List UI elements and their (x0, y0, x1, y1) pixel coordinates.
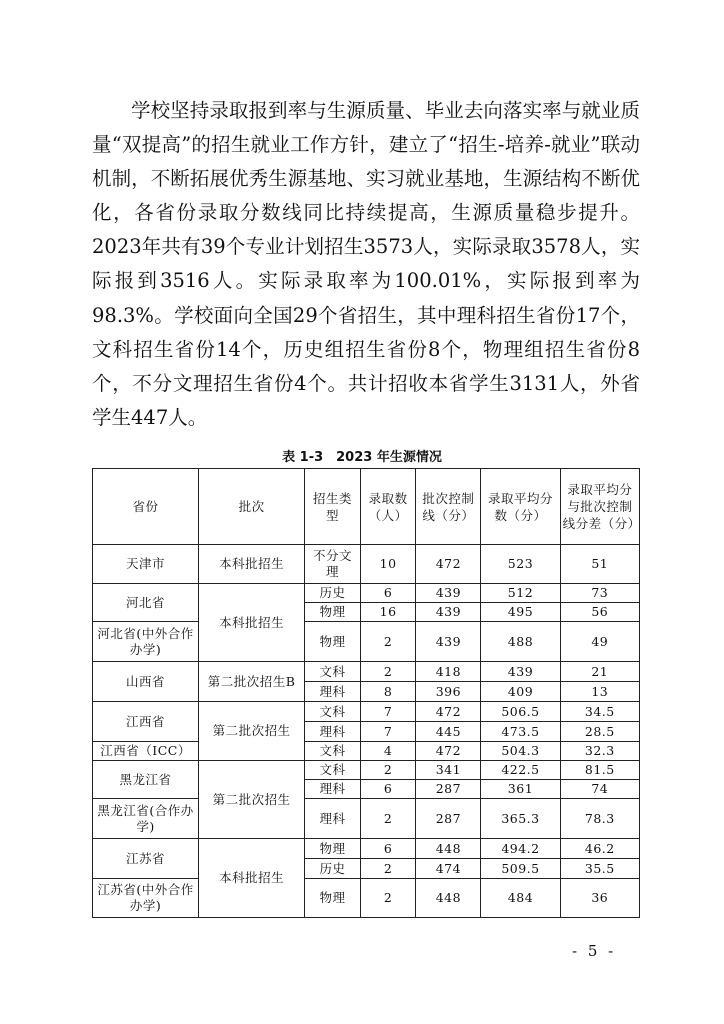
cell-control-line: 448 (416, 879, 481, 918)
header-control-line: 批次控制线（分） (416, 469, 481, 545)
cell-province: 江西省（ICC） (93, 742, 199, 761)
cell-diff: 56 (560, 603, 639, 622)
cell-control-line: 287 (416, 799, 481, 839)
cell-type: 理科 (305, 780, 361, 799)
cell-type: 理科 (305, 799, 361, 839)
table-row (93, 545, 640, 584)
intro-paragraph: 学校坚持录取报到率与生源质量、毕业去向落实率与就业质量“双提高”的招生就业工作方针，建立了“招生-培养-就业”联动机制，不断拓展优秀生源基地、实习就业基地，生源结构不断优化，各省份录取分数线同比持续提高，生源质量稳步提升。2023年共有39个专业计划招生3573人，实际录取3578人，实际报到3516人。实际录取率为100.01%，实际报到率为98.3%。学校面向全国29个省招生，其中理科招生省份17个，文科招生省份14个，历史组招生省份8个，物理组招生省份8个，不分文理招生省份4个。共计招收本省学生3131人，外省学生447人。 (92, 99, 640, 429)
header-province: 省份 (93, 469, 199, 545)
table-row (93, 584, 640, 603)
cell-control-line: 439 (416, 603, 481, 622)
cell-type: 物理 (305, 622, 361, 662)
cell-control-line: 439 (416, 622, 481, 662)
cell-avg-score: 488 (481, 622, 560, 662)
cell-batch: 本科批招生 (199, 545, 305, 584)
cell-diff: 46.2 (560, 839, 639, 859)
cell-avg-score: 439 (481, 662, 560, 682)
cell-batch: 第二批次招生 (199, 702, 305, 761)
cell-avg-score: 506.5 (481, 702, 560, 722)
cell-control-line: 341 (416, 761, 481, 780)
cell-control-line: 445 (416, 722, 481, 742)
table-row (93, 879, 640, 918)
table-row (93, 839, 640, 859)
cell-admitted: 16 (360, 603, 416, 622)
page-number: - 5 - (572, 942, 617, 960)
table-row (93, 742, 640, 761)
header-admitted: 录取数（人） (360, 469, 416, 545)
cell-admitted: 7 (360, 722, 416, 742)
cell-type: 历史 (305, 584, 361, 603)
cell-diff: 32.3 (560, 742, 639, 761)
cell-admitted: 2 (360, 859, 416, 879)
table-row (93, 761, 640, 780)
table-row (93, 799, 640, 839)
cell-province: 黑龙江省 (93, 761, 199, 799)
table-caption: 表 1-3 2023 年生源情况 (282, 450, 442, 465)
cell-batch: 本科批招生 (199, 839, 305, 918)
cell-province: 河北省 (93, 584, 199, 622)
cell-diff: 35.5 (560, 859, 639, 879)
cell-type: 物理 (305, 879, 361, 918)
cell-avg-score: 523 (481, 545, 560, 584)
cell-avg-score: 494.2 (481, 839, 560, 859)
cell-control-line: 287 (416, 780, 481, 799)
cell-type: 文科 (305, 761, 361, 780)
cell-type: 历史 (305, 859, 361, 879)
header-avg-score: 录取平均分数（分） (481, 469, 560, 545)
cell-control-line: 439 (416, 584, 481, 603)
cell-diff: 49 (560, 622, 639, 662)
cell-type: 物理 (305, 839, 361, 859)
cell-diff: 78.3 (560, 799, 639, 839)
cell-batch: 第二批次招生B (199, 662, 305, 702)
table-row (93, 662, 640, 682)
cell-admitted: 10 (360, 545, 416, 584)
cell-province: 山西省 (93, 662, 199, 702)
cell-province: 黑龙江省(合作办学) (93, 799, 199, 839)
cell-avg-score: 504.3 (481, 742, 560, 761)
cell-province: 江苏省 (93, 839, 199, 879)
cell-type: 理科 (305, 682, 361, 702)
table-header-row (93, 469, 640, 545)
cell-admitted: 6 (360, 584, 416, 603)
cell-diff: 51 (560, 545, 639, 584)
cell-type: 不分文理 (305, 545, 361, 584)
header-type: 招生类型 (305, 469, 361, 545)
cell-diff: 34.5 (560, 702, 639, 722)
cell-avg-score: 495 (481, 603, 560, 622)
cell-avg-score: 484 (481, 879, 560, 918)
cell-avg-score: 409 (481, 682, 560, 702)
cell-control-line: 472 (416, 545, 481, 584)
table-row (93, 622, 640, 662)
cell-diff: 36 (560, 879, 639, 918)
cell-type: 文科 (305, 662, 361, 682)
cell-control-line: 472 (416, 742, 481, 761)
cell-batch: 第二批次招生 (199, 761, 305, 839)
cell-control-line: 448 (416, 839, 481, 859)
cell-admitted: 4 (360, 742, 416, 761)
cell-control-line: 474 (416, 859, 481, 879)
cell-admitted: 2 (360, 799, 416, 839)
cell-diff: 81.5 (560, 761, 639, 780)
cell-type: 文科 (305, 702, 361, 722)
cell-province: 河北省(中外合作办学) (93, 622, 199, 662)
cell-control-line: 418 (416, 662, 481, 682)
cell-control-line: 396 (416, 682, 481, 702)
cell-admitted: 2 (360, 622, 416, 662)
cell-province: 天津市 (93, 545, 199, 584)
cell-type: 理科 (305, 722, 361, 742)
cell-admitted: 2 (360, 662, 416, 682)
cell-type: 文科 (305, 742, 361, 761)
cell-province: 江苏省(中外合作办学) (93, 879, 199, 918)
cell-province: 江西省 (93, 702, 199, 742)
cell-avg-score: 473.5 (481, 722, 560, 742)
cell-control-line: 472 (416, 702, 481, 722)
cell-admitted: 6 (360, 839, 416, 859)
cell-diff: 74 (560, 780, 639, 799)
cell-avg-score: 422.5 (481, 761, 560, 780)
cell-avg-score: 509.5 (481, 859, 560, 879)
cell-batch: 本科批招生 (199, 584, 305, 662)
cell-avg-score: 361 (481, 780, 560, 799)
admission-table (92, 468, 640, 918)
header-batch: 批次 (199, 469, 305, 545)
cell-admitted: 2 (360, 761, 416, 780)
cell-diff: 21 (560, 662, 639, 682)
cell-avg-score: 512 (481, 584, 560, 603)
cell-admitted: 7 (360, 702, 416, 722)
cell-diff: 73 (560, 584, 639, 603)
cell-diff: 28.5 (560, 722, 639, 742)
cell-type: 物理 (305, 603, 361, 622)
table-row (93, 702, 640, 722)
cell-diff: 13 (560, 682, 639, 702)
header-diff: 录取平均分与批次控制线分差（分） (560, 469, 639, 545)
cell-admitted: 8 (360, 682, 416, 702)
cell-admitted: 2 (360, 879, 416, 918)
cell-admitted: 6 (360, 780, 416, 799)
cell-avg-score: 365.3 (481, 799, 560, 839)
